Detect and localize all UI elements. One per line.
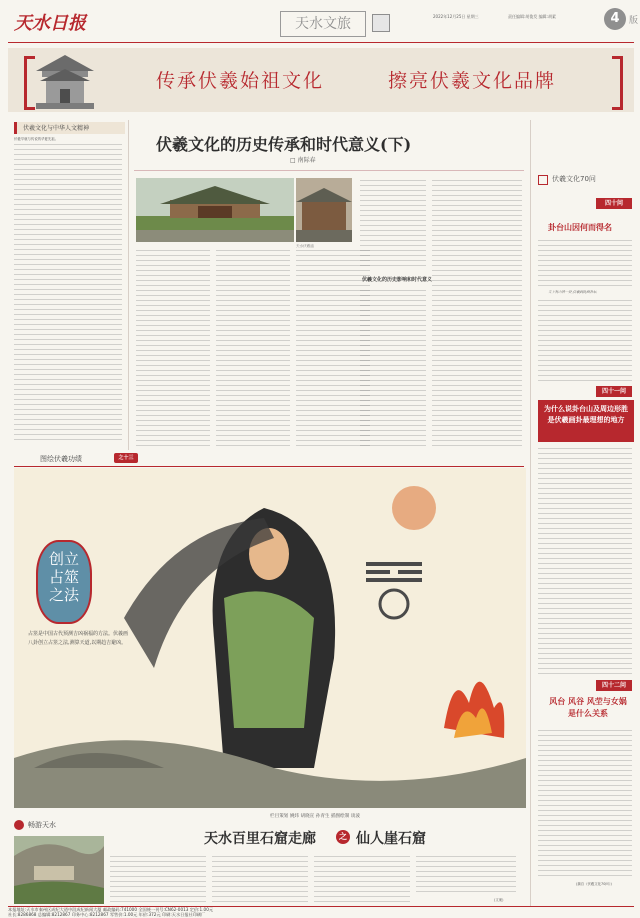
article-col-3	[296, 250, 370, 446]
comic-title-seal	[36, 540, 92, 624]
q41-text	[538, 448, 632, 676]
article-title: 伏羲文化的历史传承和时代意义(下)	[156, 135, 412, 154]
left-column-lead: 伏羲早就与传说的华夏先祖。	[14, 137, 59, 141]
travel-section-header	[14, 818, 104, 832]
q40-text	[538, 240, 632, 288]
article-col-2	[216, 250, 290, 446]
slogan-banner	[8, 48, 634, 112]
temple-photo	[136, 178, 294, 242]
left-column-title: 伏羲文化与中华人文精神	[23, 125, 90, 132]
travel-title-connector: 之	[336, 830, 350, 844]
article-subhead: 伏羲文化的历史影响和时代意义	[362, 277, 433, 283]
q41-title-block	[538, 400, 634, 442]
article-col-4	[360, 180, 426, 270]
page-number: 4	[610, 11, 620, 26]
travel-title-right: 仙人崖石窟	[356, 831, 426, 847]
q40-title: 卦台山因何而得名	[548, 223, 612, 232]
travel-col-1	[110, 856, 206, 904]
slogan-right: 擦亮伏羲文化品牌	[388, 70, 557, 92]
house-logo-icon	[372, 14, 390, 32]
q41-badge	[596, 386, 632, 397]
travel-title-bar	[108, 824, 524, 850]
header-date: 2022年12月25日 星期三	[433, 14, 479, 19]
travel-col-4	[416, 856, 516, 896]
travel-col-3	[314, 856, 410, 904]
q42-number: 四十二问	[601, 682, 626, 689]
cave-photo	[14, 836, 104, 904]
comic-caption: 占筮是中国古代预测吉凶祸福的方法。伏羲画八卦创立占筮之法,测算天道,以期趋吉避凶。	[28, 631, 129, 646]
article-col-1	[136, 250, 210, 446]
title-rule	[134, 170, 524, 171]
q41-number: 四十一问	[601, 388, 626, 395]
article-author: □ 南际春	[290, 157, 316, 164]
travel-icon	[14, 820, 24, 830]
q42-badge	[596, 680, 632, 691]
banner-bracket-right	[612, 56, 623, 110]
comic-series-header	[14, 452, 524, 467]
photo-caption: 天水伏羲庙	[296, 244, 314, 248]
section-name-logo: 天水文旅	[280, 11, 366, 37]
travel-note: (文案)	[494, 898, 504, 902]
q40-poem: 天下有山皆一卦,伏羲到此画卦坛	[548, 290, 597, 294]
footer-line-1: 本报地址:天水市秦州区成纪大道中段成纪新闻大厦 邮政编码:741000 全国统一刊号:CN62-0013 定价:1.00元	[8, 907, 214, 912]
pavilion-silhouette	[32, 51, 98, 111]
banner-bracket-left	[24, 56, 35, 110]
footer-line-2: 社长:8286868 总编辑:8212867 印务中心:8212867 零售价:1.00元 年价:372元 印刷:天水日报社印刷厂	[8, 912, 206, 917]
q40-badge	[596, 198, 632, 209]
article-col-6	[432, 180, 522, 446]
page-number-badge	[604, 8, 626, 30]
masthead-rule	[8, 42, 634, 43]
article-col-5	[360, 290, 426, 446]
comic-series-number: 之十三	[114, 453, 138, 463]
source-note: (摘自《伏羲文化70问》)	[576, 882, 612, 886]
travel-title-left: 天水百里石窟走廊	[204, 831, 316, 847]
slogan-left: 传承伏羲始祖文化	[156, 70, 325, 92]
q42-text	[538, 730, 632, 880]
hall-photo	[296, 178, 352, 242]
newspaper-name: 天水日报	[14, 13, 86, 34]
right-column-label: 伏羲文化70问	[552, 175, 596, 183]
header-editors: 责任编辑:胡俊发 编辑:胡素	[508, 14, 556, 19]
travel-col-2	[212, 856, 308, 904]
left-column-header	[14, 122, 125, 134]
q40-text-2	[538, 300, 632, 382]
left-column-text	[14, 144, 122, 444]
comic-credits: 栏目策划 姚炜 胡晓宣 孙青生 插图绘制 谈波	[270, 814, 360, 819]
q41-title: 为什么说卦台山及周边形胜是伏羲画卦最理想的地方	[544, 405, 628, 424]
right-header-mark	[538, 175, 548, 185]
travel-section-label: 畅游天水	[28, 821, 56, 829]
newspaper-masthead	[8, 6, 638, 42]
comic-series-label: 图绘伏羲功绩	[40, 455, 82, 463]
page-suffix: 版	[629, 16, 639, 26]
right-column-header	[538, 172, 634, 186]
q40-number: 四十问	[604, 200, 623, 207]
q42-title: 风台 风谷 风茔与女娲是什么关系	[549, 697, 627, 718]
comic-panel-title: 创立占筮之法	[48, 550, 79, 604]
